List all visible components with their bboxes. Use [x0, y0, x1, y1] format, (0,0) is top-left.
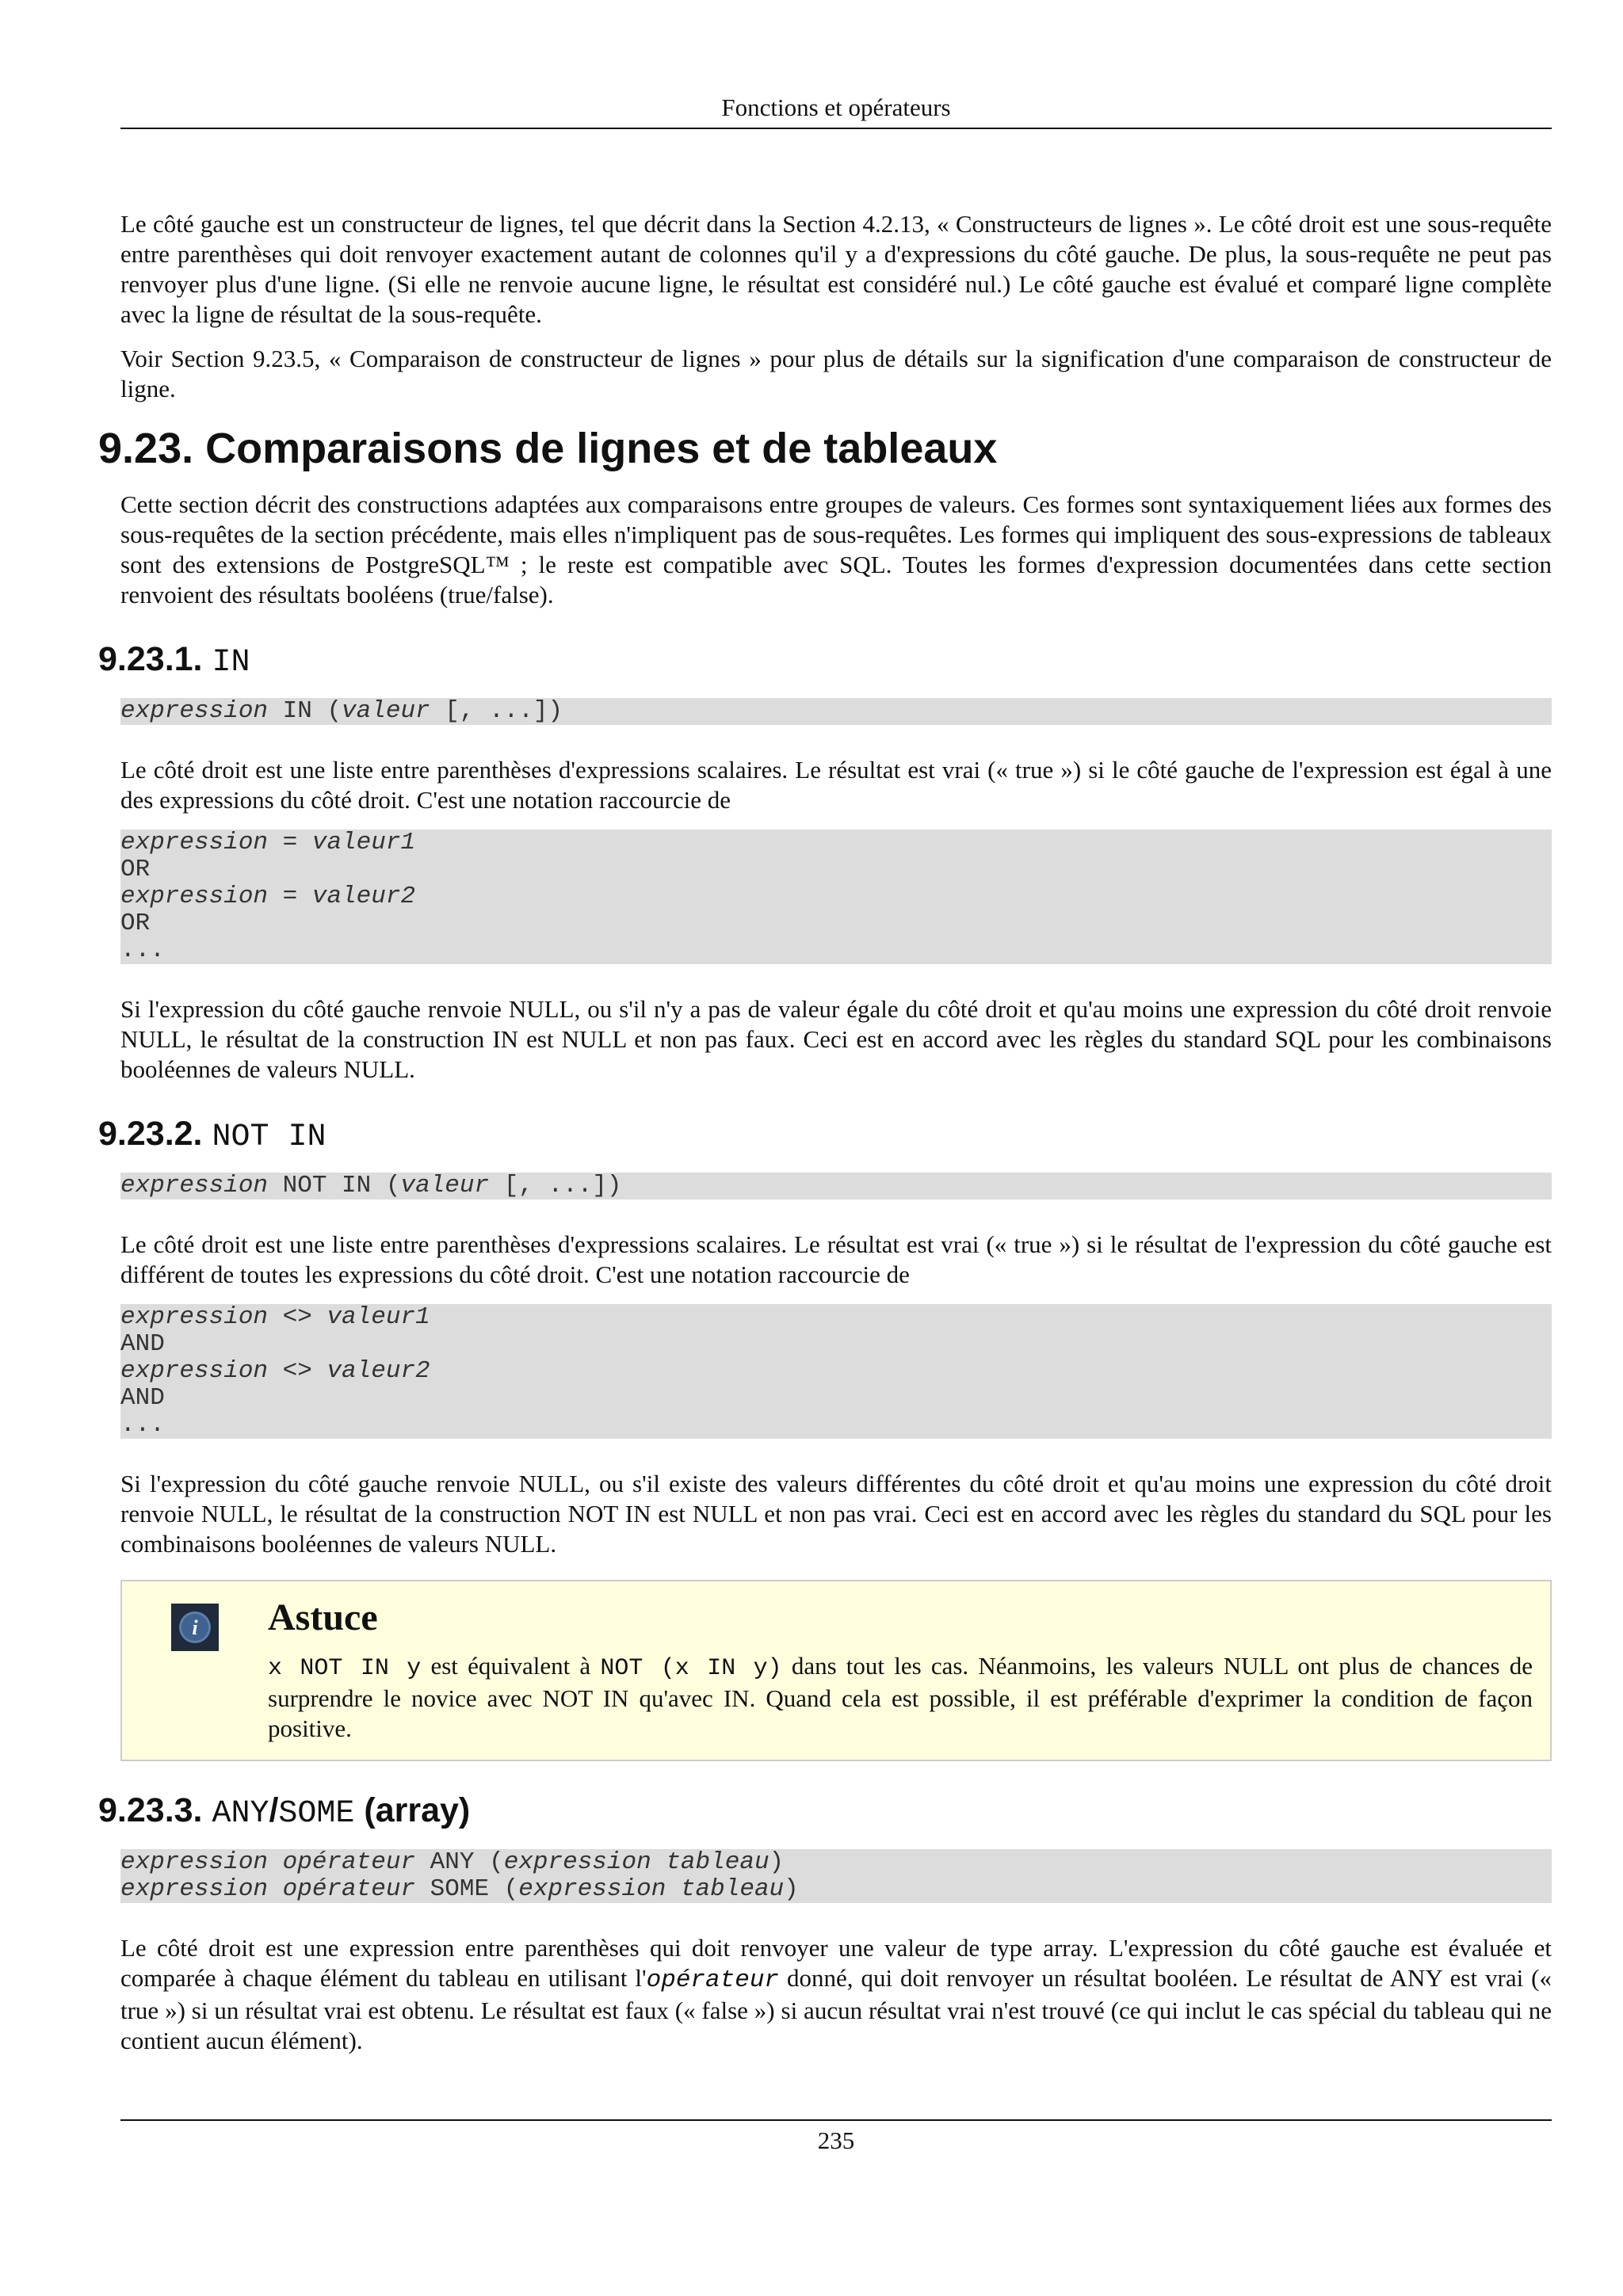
- subsection-any-some-title: [98, 1790, 1552, 1835]
- synopsis-expression: expression opérateur: [120, 1848, 416, 1876]
- tip-text-2: dans tout les cas. Néanmoins, les valeurs NULL ont plus de chances de surprendre le novice avec NOT IN qu'avec IN. Quand cela est possible, il est préférable d'exprimer la condition de façon positive.: [268, 1652, 1533, 1742]
- tip-code-1: x NOT IN y: [268, 1655, 422, 1682]
- synopsis-value: valeur: [342, 697, 430, 725]
- subsection-keyword: IN: [212, 645, 250, 681]
- synopsis-operator: IN (: [268, 697, 342, 725]
- in-synopsis: [120, 698, 1552, 725]
- not-in-example: [120, 1304, 1552, 1439]
- example-line-1: expression <> valeur1: [120, 1303, 430, 1331]
- subsection-in-title: [98, 639, 1552, 684]
- any-some-synopsis: [120, 1849, 1552, 1903]
- synopsis-value: valeur: [400, 1172, 490, 1199]
- example-line-4: AND: [120, 1384, 165, 1412]
- intro-paragraph-2: Voir Section 9.23.5, « Comparaison de constructeur de lignes » pour plus de détails sur la signification d'une comparaison de constructeur de ligne.: [120, 345, 1552, 402]
- subsection-keyword: NOT IN: [212, 1119, 327, 1155]
- in-example: [120, 830, 1552, 964]
- info-icon-glyph: [178, 1610, 212, 1645]
- synopsis-expression: expression: [120, 1172, 269, 1199]
- example-line-5: ...: [120, 1411, 165, 1439]
- svg-text:i: i: [192, 1616, 198, 1639]
- synopsis-keyword: SOME (: [415, 1875, 519, 1903]
- tip-title: Astuce: [268, 1596, 378, 1638]
- synopsis-array: expression tableau: [518, 1875, 785, 1903]
- not-in-paragraph-2: Si l'expression du côté gauche renvoie NULL, ou s'il existe des valeurs différentes du côté droit et qu'au moins une expression du côté droit renvoie NULL, le résultat de la construction NOT IN est NULL et non pas vrai. Ceci est en accord avec les règles du standard du SQL pour les combinaisons booléennes de valeurs NULL.: [120, 1470, 1552, 1558]
- tip-box: [120, 1580, 1552, 1761]
- synopsis-rest: [, ...]): [430, 697, 563, 725]
- main-content: [98, 209, 1552, 2070]
- not-in-synopsis: [120, 1173, 1552, 1199]
- header-rule: [120, 128, 1552, 129]
- in-paragraph-2: Si l'expression du côté gauche renvoie NULL, ou s'il n'y a pas de valeur égale du côté droit et qu'au moins une expression du côté droit renvoie NULL, le résultat de la construction IN est NULL et non pas faux. Ceci est en accord avec les règles du standard SQL pour les combinaisons booléennes de valeurs NULL.: [120, 995, 1552, 1083]
- tip-text: [268, 1651, 1533, 1744]
- paragraph-part-2: donné, qui doit renvoyer un résultat booléen. Le résultat de ANY est vrai (« true ») si un résultat vrai est obtenu. Le résultat est faux (« false ») si aucun résultat vrai n'est trouvé (ce qui inclut le cas spécial du tableau qui ne contient aucun élément).: [120, 1964, 1552, 2054]
- synopsis-close: ): [784, 1875, 799, 1903]
- subsection-number: 9.23.3.: [98, 1791, 203, 1829]
- section-title: 9.23. Comparaisons de lignes et de tableaux: [98, 425, 998, 472]
- synopsis-rest: [, ...]): [489, 1172, 622, 1199]
- example-line-5: ...: [120, 936, 165, 964]
- intro-paragraph-1: Le côté gauche est un constructeur de lignes, tel que décrit dans la Section 4.2.13, « Constructeurs de lignes ». Le côté droit est une sous-requête entre parenthèses qui doit renvoyer exactement autant de colonnes qu'il y a d'expressions du côté gauche. De plus, la sous-requête ne peut pas renvoyer plus d'une ligne. (Si elle ne renvoie aucune ligne, le résultat est considéré nul.) Le côté gauche est évalué et comparé ligne complète avec la ligne de résultat de la sous-requête.: [120, 210, 1552, 328]
- operator-placeholder: opérateur: [646, 1966, 780, 1994]
- synopsis-expression: expression opérateur: [120, 1875, 416, 1903]
- example-line-2: OR: [120, 856, 151, 883]
- section-intro: Cette section décrit des constructions adaptées aux comparaisons entre groupes de valeurs. Ces formes sont syntaxiquement liées aux formes des sous-requêtes de la section précédente, mais elles n'impliquent pas de sous-requêtes. Les formes qui impliquent des sous-expressions de tableaux sont des extensions de PostgreSQL™ ; le reste est compatible avec SQL. Toutes les formes d'expression documentées dans cette section renvoient des résultats booléens (true/false).: [120, 490, 1552, 608]
- subsection-slash: /: [269, 1791, 279, 1829]
- example-line-3: expression = valeur2: [120, 883, 416, 910]
- synopsis-close: ): [769, 1848, 785, 1876]
- subsection-keyword-any: ANY: [212, 1796, 269, 1832]
- example-line-3: expression <> valeur2: [120, 1357, 430, 1385]
- example-line-1: expression = valeur1: [120, 829, 416, 856]
- synopsis-expression: expression: [120, 697, 269, 725]
- page-number: 235: [817, 2126, 855, 2154]
- synopsis-operator: NOT IN (: [268, 1172, 401, 1199]
- running-header: Fonctions et opérateurs: [721, 93, 951, 121]
- synopsis-keyword: ANY (: [415, 1848, 504, 1876]
- subsection-number: 9.23.2.: [98, 1115, 203, 1153]
- tip-text-1: est équivalent à: [421, 1652, 601, 1680]
- subsection-keyword-some: SOME: [278, 1796, 355, 1832]
- subsection-suffix: (array): [364, 1791, 471, 1829]
- in-paragraph-1: Le côté droit est une liste entre parenthèses d'expressions scalaires. Le résultat est vrai (« true ») si le côté gauche de l'expression est égal à une des expressions du côté droit. C'est une notation raccourcie de: [120, 756, 1552, 814]
- paragraph-part-1: Le côté droit est une expression entre parenthèses qui doit renvoyer une valeur de type array. L'expression du côté gauche est évaluée et comparée à chaque élément du tableau en utilisant l': [120, 1934, 1552, 1992]
- info-icon: [171, 1604, 219, 1651]
- example-line-2: AND: [120, 1330, 165, 1358]
- any-some-paragraph-1: [120, 1933, 1552, 2056]
- synopsis-array: expression tableau: [503, 1848, 769, 1876]
- tip-code-2: NOT (x IN y): [600, 1655, 782, 1682]
- not-in-paragraph-1: Le côté droit est une liste entre parenthèses d'expressions scalaires. Le résultat est vrai (« true ») si le résultat de l'expression du côté gauche est différent de toutes les expressions du côté droit. C'est une notation raccourcie de: [120, 1230, 1552, 1288]
- example-line-4: OR: [120, 910, 151, 937]
- footer-rule: [120, 2119, 1552, 2121]
- subsection-number: 9.23.1.: [98, 640, 203, 678]
- subsection-not-in-title: [98, 1113, 1552, 1158]
